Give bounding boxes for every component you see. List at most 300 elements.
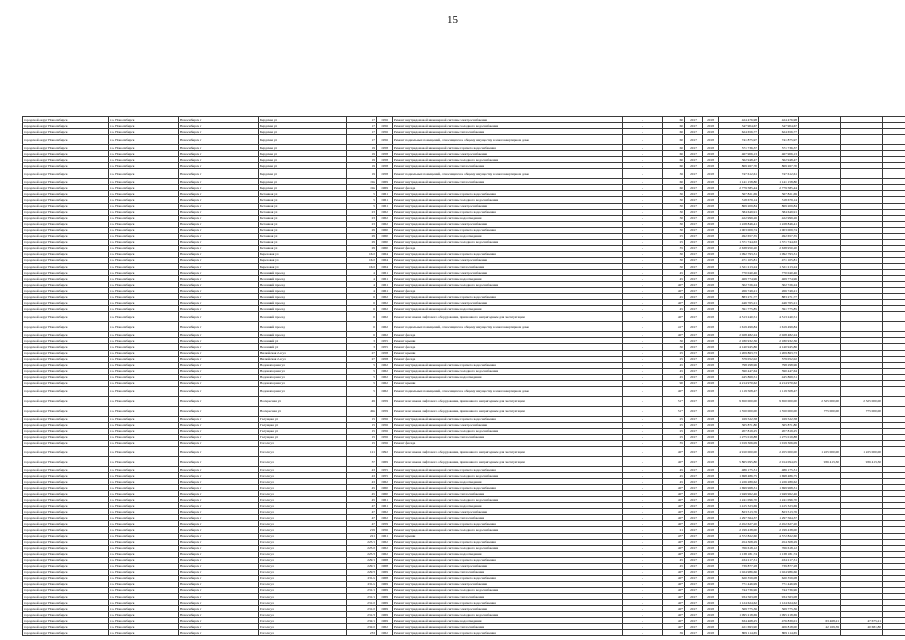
year-built-cell: 1955	[377, 467, 393, 473]
district-cell: Новосибирск г	[179, 428, 259, 434]
fund-cell-2	[841, 322, 883, 332]
fund-cell-2: 2 325 000,00	[841, 396, 883, 406]
work-type-cell: Ремонт внутридомовой инженерной системы холодного водоснабжения	[393, 368, 623, 374]
cost-cell: 1 949 962,46	[719, 491, 759, 497]
city-cell: г.о. Новосибирск	[109, 618, 179, 624]
cost-cell: 347 904,67	[719, 123, 759, 129]
municipality-cell: городской округ Новосибирск	[23, 282, 109, 288]
extra-cell	[883, 322, 905, 332]
street-cell: Гоголя ул	[259, 630, 347, 636]
municipality-cell: городской округ Новосибирск	[23, 332, 109, 338]
municipality-cell: городской округ Новосибирск	[23, 300, 109, 306]
municipality-cell: городской округ Новосибирск	[23, 521, 109, 527]
blank-cell: -	[623, 245, 663, 251]
blank-cell: -	[623, 527, 663, 533]
cost-total-cell: 1 092 793,31	[759, 251, 799, 257]
municipality-cell: городской округ Новосибирск	[23, 227, 109, 233]
cost-total-cell: 207 819,25	[759, 428, 799, 434]
street-cell: Гоголя ул	[259, 485, 347, 491]
blank-cell: -	[623, 306, 663, 312]
cost-cell: 9 650 000,00	[719, 396, 759, 406]
street-cell: Гоголя ул	[259, 527, 347, 533]
area-cell: 40*	[663, 503, 685, 509]
area-cell: 40*	[663, 575, 685, 581]
year-built-cell: 1962	[377, 545, 393, 551]
plan-year-cell: 2017	[685, 491, 703, 497]
area-cell: 39	[663, 630, 685, 636]
house-cell: 233	[347, 630, 377, 636]
municipality-cell: городской округ Новосибирск	[23, 467, 109, 473]
finish-year-cell: 2018	[703, 380, 719, 386]
plan-year-cell: 2017	[685, 467, 703, 473]
plan-year-cell: 2017	[685, 386, 703, 396]
district-cell: Новосибирск г	[179, 551, 259, 557]
area-cell: 40*	[663, 521, 685, 527]
city-cell: г.о. Новосибирск	[109, 428, 179, 434]
house-cell: 225/2	[347, 545, 377, 551]
work-type-cell: Ремонт крыши	[393, 533, 623, 539]
district-cell: Новосибирск г	[179, 151, 259, 157]
house-cell: 17	[347, 123, 377, 129]
extra-cell	[883, 447, 905, 457]
work-type-cell: Ремонт внутридомовой инженерной системы горячего водоснабжения	[393, 521, 623, 527]
cost-total-cell: 571 736,37	[759, 145, 799, 151]
blank-cell: -	[623, 515, 663, 521]
cost-total-cell: 1 141 158,80	[759, 179, 799, 185]
street-cell: Галущака ул	[259, 416, 347, 422]
district-cell: Новосибирск г	[179, 612, 259, 618]
house-cell: 231/3	[347, 612, 377, 618]
municipality-cell: городской округ Новосибирск	[23, 215, 109, 221]
extra-cell	[883, 386, 905, 396]
work-type-cell: Ремонт внутридомовой инженерной системы холодного водоснабжения	[393, 123, 623, 129]
blank-cell: -	[623, 276, 663, 282]
finish-year-cell: 2018	[703, 338, 719, 344]
plan-year-cell: 2017	[685, 276, 703, 282]
street-cell: Гоголя ул	[259, 569, 347, 575]
fund-cell-2	[841, 386, 883, 396]
plan-year-cell: 2017	[685, 185, 703, 191]
district-cell: Новосибирск г	[179, 497, 259, 503]
year-built-cell: 1964	[377, 251, 393, 257]
plan-year-cell: 2017	[685, 630, 703, 636]
cost-total-cell: 620 359,08	[759, 575, 799, 581]
street-cell: Водонапорная ул	[259, 380, 347, 386]
finish-year-cell: 2018	[703, 491, 719, 497]
city-cell: г.о. Новосибирск	[109, 356, 179, 362]
cost-total-cell: 2 199 438,00	[759, 527, 799, 533]
city-cell: г.о. Новосибирск	[109, 551, 179, 557]
work-type-cell: Ремонт внутридомовой инженерной системы горячего водоснабжения	[393, 191, 623, 197]
finish-year-cell: 2018	[703, 123, 719, 129]
cost-total-cell: 469 774,96	[759, 276, 799, 282]
blank-cell: -	[623, 491, 663, 497]
city-cell: г.о. Новосибирск	[109, 457, 179, 467]
area-cell: 45	[663, 270, 685, 276]
area-cell: 21	[663, 527, 685, 533]
street-cell: Бетонная ул	[259, 245, 347, 251]
municipality-cell: городской округ Новосибирск	[23, 630, 109, 636]
city-cell: г.о. Новосибирск	[109, 473, 179, 479]
area-cell: 45	[663, 306, 685, 312]
municipality-cell: городской округ Новосибирск	[23, 587, 109, 593]
year-built-cell: 1956	[377, 123, 393, 129]
finish-year-cell: 2018	[703, 581, 719, 587]
district-cell: Новосибирск г	[179, 163, 259, 169]
house-cell: 3	[347, 338, 377, 344]
finish-year-cell: 2018	[703, 239, 719, 245]
cost-total-cell: 169 522,58	[759, 416, 799, 422]
year-built-cell: 1962	[377, 312, 393, 322]
street-cell: Гоголя ул	[259, 509, 347, 515]
cost-cell: 1 024 986,66	[719, 569, 759, 575]
work-type-cell: Ремонт фасада	[393, 440, 623, 446]
municipality-cell: городской округ Новосибирск	[23, 203, 109, 209]
district-cell: Новосибирск г	[179, 135, 259, 145]
blank-cell: -	[623, 135, 663, 145]
fund-cell-2: 47 675,21	[841, 618, 883, 624]
municipality-cell: городской округ Новосибирск	[23, 557, 109, 563]
cost-total-cell: 2 014 094,05	[759, 457, 799, 467]
district-cell: Новосибирск г	[179, 221, 259, 227]
finish-year-cell: 2018	[703, 600, 719, 606]
cost-cell: 486 175,31	[719, 467, 759, 473]
municipality-cell: городской округ Новосибирск	[23, 624, 109, 630]
district-cell: Новосибирск г	[179, 209, 259, 215]
work-type-cell: Ремонт внутридомовой инженерной системы теплоснабжения	[393, 594, 623, 600]
house-cell: 6	[347, 300, 377, 306]
year-built-cell: 1962	[377, 374, 393, 380]
street-cell: Гоголя ул	[259, 575, 347, 581]
house-cell: 231/1	[347, 587, 377, 593]
district-cell: Новосибирск г	[179, 515, 259, 521]
house-cell: 5	[347, 203, 377, 209]
district-cell: Новосибирск г	[179, 485, 259, 491]
area-cell: 40*	[663, 457, 685, 467]
fund-cell-1	[799, 386, 841, 396]
cost-cell: 1 138 181,74	[719, 551, 759, 557]
district-cell: Новосибирск г	[179, 581, 259, 587]
cost-cell: 4 910 000,00	[719, 447, 759, 457]
house-cell: 17	[347, 117, 377, 123]
street-cell: Гоголя ул	[259, 440, 347, 446]
municipality-cell: городской округ Новосибирск	[23, 344, 109, 350]
cost-total-cell: 362 948,47	[759, 157, 799, 163]
cost-cell: 207 819,25	[719, 428, 759, 434]
finish-year-cell: 2018	[703, 276, 719, 282]
house-cell: 17	[347, 135, 377, 145]
cost-total-cell: 347 904,67	[759, 123, 799, 129]
city-cell: г.о. Новосибирск	[109, 276, 179, 282]
district-cell: Новосибирск г	[179, 533, 259, 539]
area-cell: 51*	[663, 406, 685, 416]
area-cell: 60	[663, 185, 685, 191]
year-built-cell: 1956	[377, 117, 393, 123]
area-cell: 60	[663, 163, 685, 169]
municipality-cell: городской округ Новосибирск	[23, 497, 109, 503]
work-type-cell: Ремонт внутридомовой инженерной системы теплоснабжения	[393, 515, 623, 521]
blank-cell: -	[623, 600, 663, 606]
cost-cell: 4 513 240,51	[719, 312, 759, 322]
street-cell: Воскресная ул	[259, 396, 347, 406]
city-cell: г.о. Новосибирск	[109, 479, 179, 485]
area-cell: 40*	[663, 581, 685, 587]
district-cell: Новосибирск г	[179, 509, 259, 515]
municipality-cell: городской округ Новосибирск	[23, 209, 109, 215]
year-built-cell: 1955	[377, 338, 393, 344]
area-cell: 35	[663, 245, 685, 251]
city-cell: г.о. Новосибирск	[109, 497, 179, 503]
year-built-cell: 1962	[377, 551, 393, 557]
area-cell: 60	[663, 157, 685, 163]
blank-cell: -	[623, 545, 663, 551]
work-type-cell: Ремонт внутридомовой инженерной системы водоотведения	[393, 215, 623, 221]
district-cell: Новосибирск г	[179, 545, 259, 551]
house-cell: 15	[347, 422, 377, 428]
cost-cell: 869 267,70	[719, 163, 759, 169]
street-cell: Березовая ул	[259, 263, 347, 269]
year-built-cell: 1961	[377, 533, 393, 539]
area-cell: 25	[663, 416, 685, 422]
year-built-cell: 1964	[377, 257, 393, 263]
house-cell: 5	[347, 197, 377, 203]
blank-cell: -	[623, 551, 663, 557]
city-cell: г.о. Новосибирск	[109, 322, 179, 332]
work-type-cell: Ремонт внутридомовой инженерной системы холодного водоснабжения	[393, 497, 623, 503]
house-cell: 6	[347, 322, 377, 332]
house-cell: 45	[347, 497, 377, 503]
finish-year-cell: 2018	[703, 151, 719, 157]
blank-cell: -	[623, 300, 663, 306]
municipality-cell: городской округ Новосибирск	[23, 479, 109, 485]
city-cell: г.о. Новосибирск	[109, 197, 179, 203]
cost-total-cell: 384 649,91	[759, 209, 799, 215]
plan-year-cell: 2017	[685, 239, 703, 245]
year-built-cell: 1962	[377, 624, 393, 630]
work-type-cell: Ремонт внутридомовой инженерной системы водоотведения	[393, 479, 623, 485]
city-cell: г.о. Новосибирск	[109, 527, 179, 533]
cost-total-cell: 476 839,01	[759, 618, 799, 624]
cost-total-cell: 569 775,36	[759, 606, 799, 612]
finish-year-cell: 2018	[703, 440, 719, 446]
work-type-cell: Ремонт внутридомовой инженерной системы горячего водоснабжения	[393, 209, 623, 215]
house-cell: 15	[347, 434, 377, 440]
plan-year-cell: 2017	[685, 221, 703, 227]
finish-year-cell: 2018	[703, 169, 719, 179]
district-cell: Новосибирск г	[179, 251, 259, 257]
year-built-cell: 1968	[377, 563, 393, 569]
area-cell: 60	[663, 179, 685, 185]
area-cell: 40*	[663, 332, 685, 338]
finish-year-cell: 2018	[703, 233, 719, 239]
cost-cell: 2 452 627,20	[719, 521, 759, 527]
area-cell: 45*	[663, 533, 685, 539]
street-cell: Гоголя ул	[259, 521, 347, 527]
finish-year-cell: 2018	[703, 485, 719, 491]
plan-year-cell: 2017	[685, 479, 703, 485]
blank-cell: -	[623, 533, 663, 539]
year-built-cell: 1962	[377, 509, 393, 515]
cost-cell: 1 141 158,80	[719, 179, 759, 185]
work-type-cell: Ремонт внутридомовой инженерной системы холодного водоснабжения	[393, 157, 623, 163]
house-cell: 231/a	[347, 575, 377, 581]
city-cell: г.о. Новосибирск	[109, 129, 179, 135]
cost-total-cell: 1 550 000,00	[759, 406, 799, 416]
street-cell: Весенний проезд	[259, 300, 347, 306]
cost-cell: 1 275 019,88	[719, 434, 759, 440]
blank-cell: -	[623, 282, 663, 288]
street-cell: Бетонная ул	[259, 209, 347, 215]
district-cell: Новосибирск г	[179, 416, 259, 422]
cost-cell: 318 679,14	[719, 197, 759, 203]
blank-cell: -	[623, 422, 663, 428]
cost-cell: 469 774,96	[719, 276, 759, 282]
street-cell: Весенний проезд	[259, 276, 347, 282]
area-cell: 30	[663, 251, 685, 257]
city-cell: г.о. Новосибирск	[109, 386, 179, 396]
city-cell: г.о. Новосибирск	[109, 157, 179, 163]
plan-year-cell: 2017	[685, 428, 703, 434]
year-built-cell: 1955	[377, 344, 393, 350]
area-cell: 40*	[663, 545, 685, 551]
work-type-cell: Ремонт внутридомовой инженерной системы холодного водоснабжения	[393, 239, 623, 245]
year-built-cell: 1958	[377, 151, 393, 157]
work-type-cell: Ремонт внутридомовой инженерной системы теплоснабжения	[393, 434, 623, 440]
blank-cell: -	[623, 473, 663, 479]
area-cell: 45	[663, 276, 685, 282]
cost-total-cell: 747 612,61	[759, 169, 799, 179]
plan-year-cell: 2017	[685, 515, 703, 521]
year-built-cell: 1958	[377, 356, 393, 362]
cost-total-cell: 624 656,77	[759, 129, 799, 135]
area-cell: 30	[663, 197, 685, 203]
street-cell: Гоголя ул	[259, 618, 347, 624]
year-built-cell: 1962	[377, 368, 393, 374]
city-cell: г.о. Новосибирск	[109, 270, 179, 276]
plan-year-cell: 2017	[685, 569, 703, 575]
fund-cell-2: 936 413,30	[841, 457, 883, 467]
finish-year-cell: 2018	[703, 362, 719, 368]
street-cell: Бердская ул	[259, 117, 347, 123]
municipality-cell: городской округ Новосибирск	[23, 263, 109, 269]
area-cell: 30	[663, 227, 685, 233]
work-type-cell: Ремонт или замена лифтового оборудования, признанного непригодным для эксплуатации	[393, 396, 623, 406]
street-cell: Галущака ул	[259, 428, 347, 434]
finish-year-cell: 2018	[703, 406, 719, 416]
year-built-cell: 1958	[377, 169, 393, 179]
cost-total-cell: 1 019 306,09	[759, 440, 799, 446]
city-cell: г.о. Новосибирск	[109, 203, 179, 209]
year-built-cell: 1969	[377, 457, 393, 467]
house-cell: 232/2	[347, 624, 377, 630]
city-cell: г.о. Новосибирск	[109, 117, 179, 123]
cost-total-cell: 2 028 482,24	[759, 332, 799, 338]
city-cell: г.о. Новосибирск	[109, 338, 179, 344]
house-cell: 121	[347, 447, 377, 457]
finish-year-cell: 2018	[703, 587, 719, 593]
city-cell: г.о. Новосибирск	[109, 135, 179, 145]
cost-total-cell: 579 052,02	[759, 356, 799, 362]
municipality-cell: городской округ Новосибирск	[23, 485, 109, 491]
area-cell: 40*	[663, 447, 685, 457]
blank-cell: -	[623, 356, 663, 362]
finish-year-cell: 2018	[703, 533, 719, 539]
year-built-cell: 1962	[377, 221, 393, 227]
year-built-cell: 1956	[377, 440, 393, 446]
cost-cell: 169 522,58	[719, 416, 759, 422]
street-cell: Бердская ул	[259, 151, 347, 157]
fund-cell-2	[841, 169, 883, 179]
area-cell: 30	[663, 257, 685, 263]
blank-cell: -	[623, 447, 663, 457]
cost-total-cell: 1 124 624,62	[759, 600, 799, 606]
cost-cell: 384 649,91	[719, 209, 759, 215]
cost-cell: 471 105,81	[719, 257, 759, 263]
plan-year-cell: 2017	[685, 396, 703, 406]
city-cell: г.о. Новосибирск	[109, 594, 179, 600]
street-cell: Весенний проезд	[259, 294, 347, 300]
municipality-cell: городской округ Новосибирск	[23, 575, 109, 581]
municipality-cell: городской округ Новосибирск	[23, 276, 109, 282]
city-cell: г.о. Новосибирск	[109, 251, 179, 257]
cost-cell: 422 999,26	[719, 215, 759, 221]
fund-cell-1: 775 000,00	[799, 406, 841, 416]
plan-year-cell: 2017	[685, 533, 703, 539]
year-built-cell: 1962	[377, 215, 393, 221]
street-cell: Бетонная ул	[259, 203, 347, 209]
cost-cell: 5 865 095,80	[719, 457, 759, 467]
district-cell: Новосибирск г	[179, 368, 259, 374]
year-built-cell: 1962	[377, 380, 393, 386]
finish-year-cell: 2018	[703, 179, 719, 185]
city-cell: г.о. Новосибирск	[109, 282, 179, 288]
work-type-cell: Ремонт или замена лифтового оборудования, признанного непригодным для эксплуатации	[393, 406, 623, 416]
work-type-cell: Ремонт фасада	[393, 356, 623, 362]
plan-year-cell: 2017	[685, 215, 703, 221]
year-built-cell: 1960	[377, 491, 393, 497]
cost-cell: 1 092 793,31	[719, 251, 759, 257]
blank-cell: -	[623, 386, 663, 396]
blank-cell: -	[623, 270, 663, 276]
house-cell: 5	[347, 368, 377, 374]
cost-total-cell: 1 241 096,70	[759, 497, 799, 503]
municipality-cell: городской округ Новосибирск	[23, 163, 109, 169]
street-cell: Гоголя ул	[259, 581, 347, 587]
city-cell: г.о. Новосибирск	[109, 294, 179, 300]
cost-cell: 266 749,21	[719, 288, 759, 294]
district-cell: Новосибирск г	[179, 569, 259, 575]
plan-year-cell: 2017	[685, 473, 703, 479]
street-cell: Весенний проезд	[259, 306, 347, 312]
fund-cell-1	[799, 322, 841, 332]
work-type-cell: Ремонт подвальных помещений, относящихся к общему имуществу в многоквартирном доме	[393, 169, 623, 179]
house-cell: 29	[347, 245, 377, 251]
blank-cell: -	[623, 221, 663, 227]
house-cell: 221	[347, 533, 377, 539]
work-type-cell: Ремонт внутридомовой инженерной системы холодного водоснабжения	[393, 545, 623, 551]
cost-total-cell: 406 818,00	[759, 624, 799, 630]
year-built-cell: 1962	[377, 386, 393, 396]
work-type-cell: Ремонт фасада	[393, 332, 623, 338]
cost-total-cell: 2 779 585,44	[759, 185, 799, 191]
city-cell: г.о. Новосибирск	[109, 145, 179, 151]
cost-total-cell: 883 271,77	[759, 294, 799, 300]
year-built-cell: 1962	[377, 209, 393, 215]
district-cell: Новосибирск г	[179, 440, 259, 446]
work-type-cell: Ремонт внутридомовой инженерной системы электроснабжения	[393, 151, 623, 157]
area-cell: 40*	[663, 515, 685, 521]
cost-cell: 571 736,37	[719, 145, 759, 151]
